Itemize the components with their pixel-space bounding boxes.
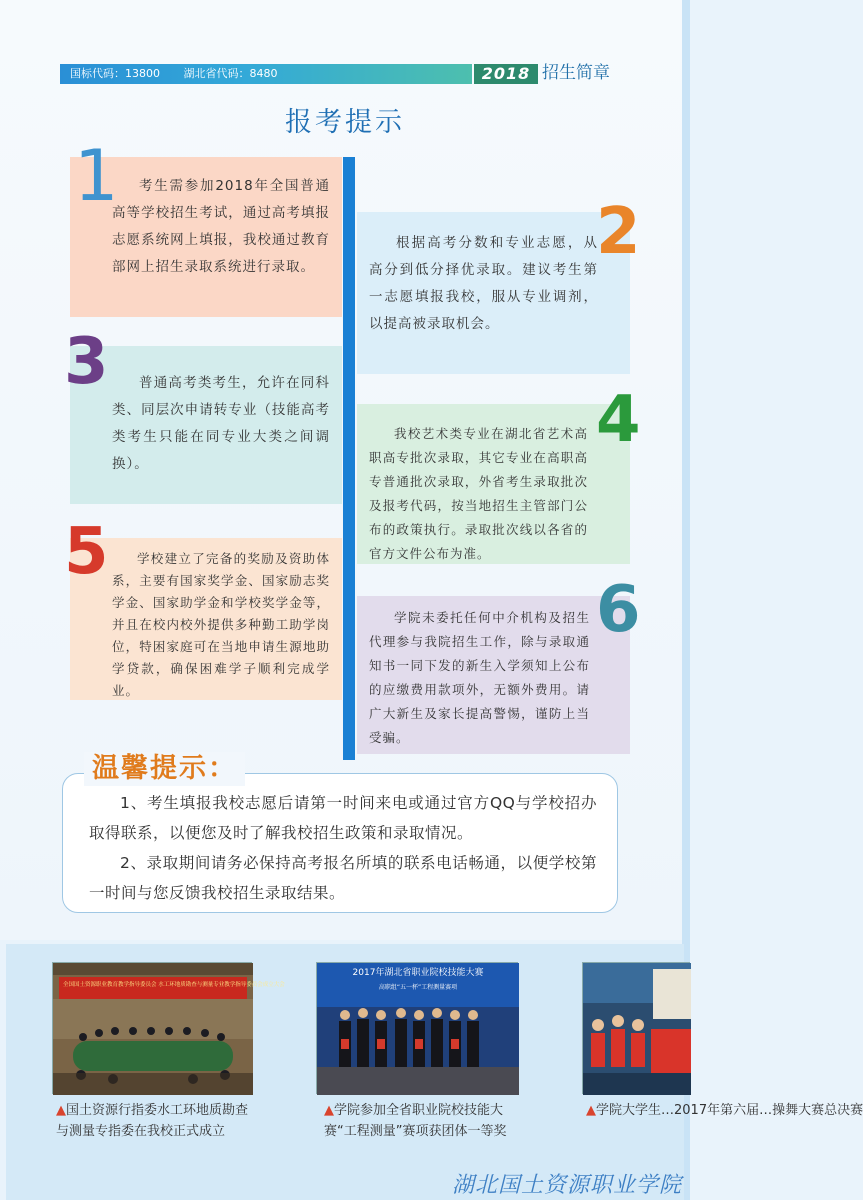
header-bar — [60, 64, 472, 84]
warm-tip-item: 1、考生填报我校志愿后请第一时间来电或通过官方QQ与学校招办取得联系，以便您及时了解我校招生政策和录取情况。 — [89, 794, 597, 842]
tip-number-1: 1 — [74, 135, 119, 217]
tip-text: 根据高考分数和专业志愿，从高分到低分择优录取。建议考生第一志愿填报我校，服从专业调剂，以提高被录取机会。 — [369, 235, 598, 332]
tip-number-3: 3 — [64, 325, 109, 399]
tip-card-4 — [357, 404, 630, 564]
tip-number-4: 4 — [596, 383, 641, 457]
national-code: 国标代码：13800 — [70, 67, 160, 80]
tip-card-6 — [357, 596, 630, 754]
tip-card-5 — [70, 538, 342, 700]
caption-text: 学院参加全省职业院校技能大赛“工程测量”赛项获团体一等奖 — [324, 1103, 507, 1139]
tip-text: 学院未委托任何中介机构及招生代理参与我院招生工作，除与录取通知书一同下发的新生入学须知上公布的应缴费用款项外，无额外费用。请广大新生及家长提高警惕，谨防上当受骗。 — [369, 610, 590, 745]
competition-photo-image — [317, 963, 519, 1095]
province-code: 湖北省代码：8480 — [183, 67, 278, 80]
photo-dance-competition — [582, 962, 690, 1094]
tip-number-5: 5 — [64, 515, 109, 589]
section-title: 报考提示 — [285, 107, 405, 138]
meeting-photo-image — [53, 963, 285, 1095]
center-divider-line — [343, 157, 355, 760]
photo-caption-3 — [586, 1100, 863, 1121]
caption-text: 学院大学生…2017年第六届…操舞大赛总决赛 — [596, 1103, 863, 1118]
caption-marker-icon: ▲ — [324, 1103, 334, 1118]
tip-text: 普通高考类考生，允许在同科类、同层次申请转专业（技能高考类考生只能在同专业大类之间调换）。 — [112, 375, 330, 472]
warm-tips-title: 温馨提示： — [84, 752, 245, 786]
tip-card-3 — [70, 346, 342, 504]
warm-tip-item: 2、录取期间请务必保持高考报名所填的联系电话畅通，以便学校第一时间与您反馈我校招生录取结果。 — [89, 854, 597, 902]
caption-marker-icon: ▲ — [56, 1103, 66, 1118]
caption-text: 国土资源行指委水工环地质勘查与测量专指委在我校正式成立 — [56, 1103, 249, 1139]
tip-card-2 — [357, 212, 630, 374]
tip-text: 学校建立了完备的奖励及资助体系，主要有国家奖学金、国家励志奖学金、国家助学金和学校奖学金等，并且在校内校外提供多种勤工助学岗位，特困家庭可在当地申请生源地助学贷款，确保困难学子顺利完成学业。 — [112, 551, 330, 698]
photo-caption-2 — [324, 1100, 524, 1142]
year-tag: 2018 — [474, 64, 538, 84]
competition-banner-text: 2017年湖北省职业院校技能大赛 — [352, 968, 484, 978]
brochure-title: 招生简章 — [542, 63, 610, 83]
dance-photo-image — [583, 963, 691, 1095]
caption-marker-icon: ▲ — [586, 1103, 596, 1118]
meeting-banner-text: 全国国土资源职业教育教学指导委员会 水工环地质勘查与测量专业教学指导委员会成立大会 — [63, 982, 285, 988]
tip-number-6: 6 — [596, 573, 641, 647]
school-name-footer: 湖北国土资源职业学院 — [451, 1173, 682, 1198]
competition-subbanner-text: 高职组“五一杯”工程测量赛项 — [378, 984, 458, 991]
tip-number-2: 2 — [596, 195, 641, 269]
tip-text: 我校艺术类专业在湖北省艺术高职高专批次录取，其它专业在高职高专普通批次录取，外省考生录取批次及报考代码，按当地招生主管部门公布的政策执行。录取批次线以各省的官方文件公布为准。 — [369, 426, 588, 561]
photo-caption-1 — [56, 1100, 256, 1142]
photo-skills-competition — [316, 962, 518, 1094]
warm-tips-box — [62, 773, 618, 913]
tip-text: 考生需参加2018年全国普通高等学校招生考试，通过高考填报志愿系统网上填报，我校通过教育部网上招生录取系统进行录取。 — [112, 178, 330, 275]
photo-committee-meeting — [52, 962, 285, 1094]
